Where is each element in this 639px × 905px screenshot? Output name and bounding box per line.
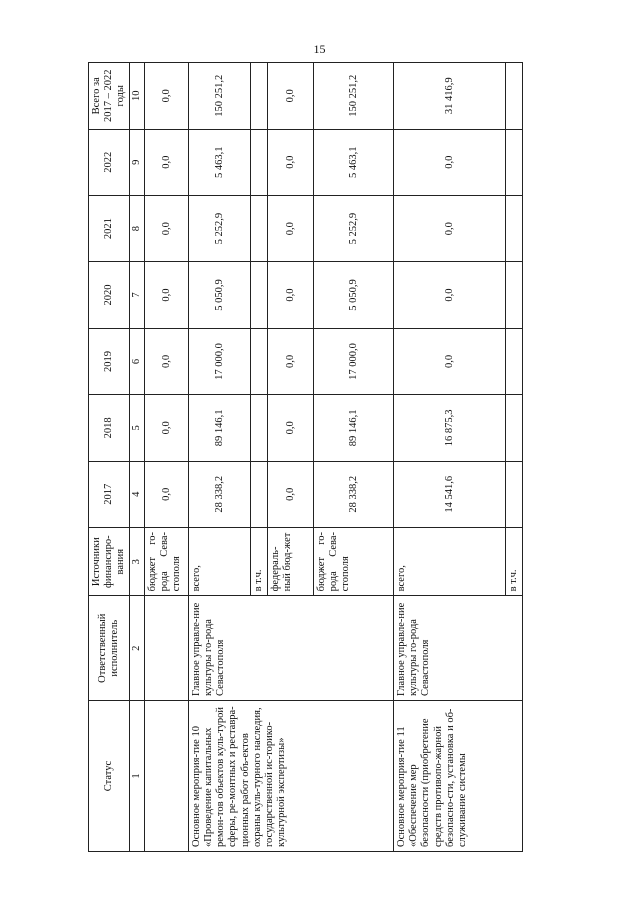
page-number: 15 xyxy=(313,42,326,56)
value-cell xyxy=(506,395,523,461)
header-year: 2022 xyxy=(89,129,130,195)
status-cell: Основное мероприя-тие 10 «Проведение капитальных ремон-тов объектов куль-турой сферы, ре-монтных и реставра-ционных работ объ-ектов охраны куль-турного наследия, государственной ис-торико-культурной экспертизы» xyxy=(189,701,394,852)
value-cell: 5 050,9 xyxy=(189,262,251,328)
value-cell: 0,0 xyxy=(145,129,189,195)
header-year: 2019 xyxy=(89,328,130,394)
value-cell: 28 338,2 xyxy=(314,461,394,527)
col-number: 6 xyxy=(130,328,145,394)
value-cell: 0,0 xyxy=(145,195,189,261)
header-year: 2020 xyxy=(89,262,130,328)
value-cell xyxy=(251,328,268,394)
header-year: 2021 xyxy=(89,195,130,261)
financing-table xyxy=(88,62,523,852)
rotated-table-wrapper xyxy=(88,62,598,852)
header-total: Всего за 2017 – 2022 годы xyxy=(89,63,130,130)
header-row xyxy=(89,63,130,852)
table-row xyxy=(394,63,506,852)
value-cell: 31 416,9 xyxy=(394,63,506,130)
col-number: 4 xyxy=(130,461,145,527)
value-cell: 17 000,0 xyxy=(189,328,251,394)
col-number: 1 xyxy=(130,701,145,852)
header-status: Статус xyxy=(89,701,130,852)
value-cell: 5 050,9 xyxy=(314,262,394,328)
value-cell xyxy=(506,63,523,130)
source-cell: всего, xyxy=(394,527,506,595)
executor-cell: Главное управле-ние культуры го-рода Севастополя xyxy=(394,596,523,701)
value-cell: 14 541,6 xyxy=(394,461,506,527)
value-cell xyxy=(506,328,523,394)
source-cell: бюджет го-рода Сева-стополя xyxy=(145,527,189,595)
col-number: 10 xyxy=(130,63,145,130)
executor-cell xyxy=(145,596,189,701)
value-cell xyxy=(251,461,268,527)
col-number: 2 xyxy=(130,596,145,701)
source-cell: в т.ч. xyxy=(506,527,523,595)
value-cell: 17 000,0 xyxy=(314,328,394,394)
value-cell: 89 146,1 xyxy=(189,395,251,461)
header-year: 2017 xyxy=(89,461,130,527)
value-cell: 0,0 xyxy=(268,395,314,461)
value-cell: 5 252,9 xyxy=(189,195,251,261)
value-cell: 28 338,2 xyxy=(189,461,251,527)
col-number: 9 xyxy=(130,129,145,195)
col-number: 8 xyxy=(130,195,145,261)
status-cell: Основное мероприя-тие 11 «Обеспечение мер безопасности (приобретение средств противопо-жарной безопасно-сти, установка и об-служивание системы xyxy=(394,701,523,852)
value-cell: 0,0 xyxy=(145,461,189,527)
value-cell: 5 463,1 xyxy=(314,129,394,195)
value-cell: 0,0 xyxy=(145,328,189,394)
value-cell: 0,0 xyxy=(394,328,506,394)
value-cell: 0,0 xyxy=(268,461,314,527)
table-row xyxy=(189,63,251,852)
value-cell: 150 251,2 xyxy=(189,63,251,130)
value-cell: 5 463,1 xyxy=(189,129,251,195)
col-number: 3 xyxy=(130,527,145,595)
value-cell: 0,0 xyxy=(145,262,189,328)
value-cell xyxy=(506,461,523,527)
value-cell: 0,0 xyxy=(268,328,314,394)
value-cell: 0,0 xyxy=(268,195,314,261)
executor-cell: Главное управле-ние культуры го-рода Севастополя xyxy=(189,596,394,701)
value-cell: 5 252,9 xyxy=(314,195,394,261)
header-sources: Источники финансиро-вания xyxy=(89,527,130,595)
status-cell xyxy=(145,701,189,852)
source-cell: федераль-ный бюд-жет xyxy=(268,527,314,595)
value-cell: 0,0 xyxy=(145,395,189,461)
value-cell xyxy=(251,63,268,130)
value-cell: 0,0 xyxy=(394,129,506,195)
source-cell: в т.ч. xyxy=(251,527,268,595)
table-row xyxy=(145,63,189,852)
value-cell xyxy=(251,262,268,328)
value-cell: 16 875,3 xyxy=(394,395,506,461)
value-cell xyxy=(506,262,523,328)
column-number-row xyxy=(130,63,145,852)
value-cell xyxy=(506,129,523,195)
value-cell: 0,0 xyxy=(394,195,506,261)
value-cell: 0,0 xyxy=(268,63,314,130)
value-cell xyxy=(506,195,523,261)
value-cell: 0,0 xyxy=(268,262,314,328)
source-cell: бюджет го-рода Сева-стополя xyxy=(314,527,394,595)
value-cell: 0,0 xyxy=(268,129,314,195)
header-year: 2018 xyxy=(89,395,130,461)
header-executor: Ответственный исполнитель xyxy=(89,596,130,701)
value-cell xyxy=(251,395,268,461)
source-cell: всего, xyxy=(189,527,251,595)
value-cell: 89 146,1 xyxy=(314,395,394,461)
value-cell xyxy=(251,129,268,195)
value-cell: 150 251,2 xyxy=(314,63,394,130)
col-number: 7 xyxy=(130,262,145,328)
value-cell: 0,0 xyxy=(394,262,506,328)
value-cell: 0,0 xyxy=(145,63,189,130)
col-number: 5 xyxy=(130,395,145,461)
value-cell xyxy=(251,195,268,261)
